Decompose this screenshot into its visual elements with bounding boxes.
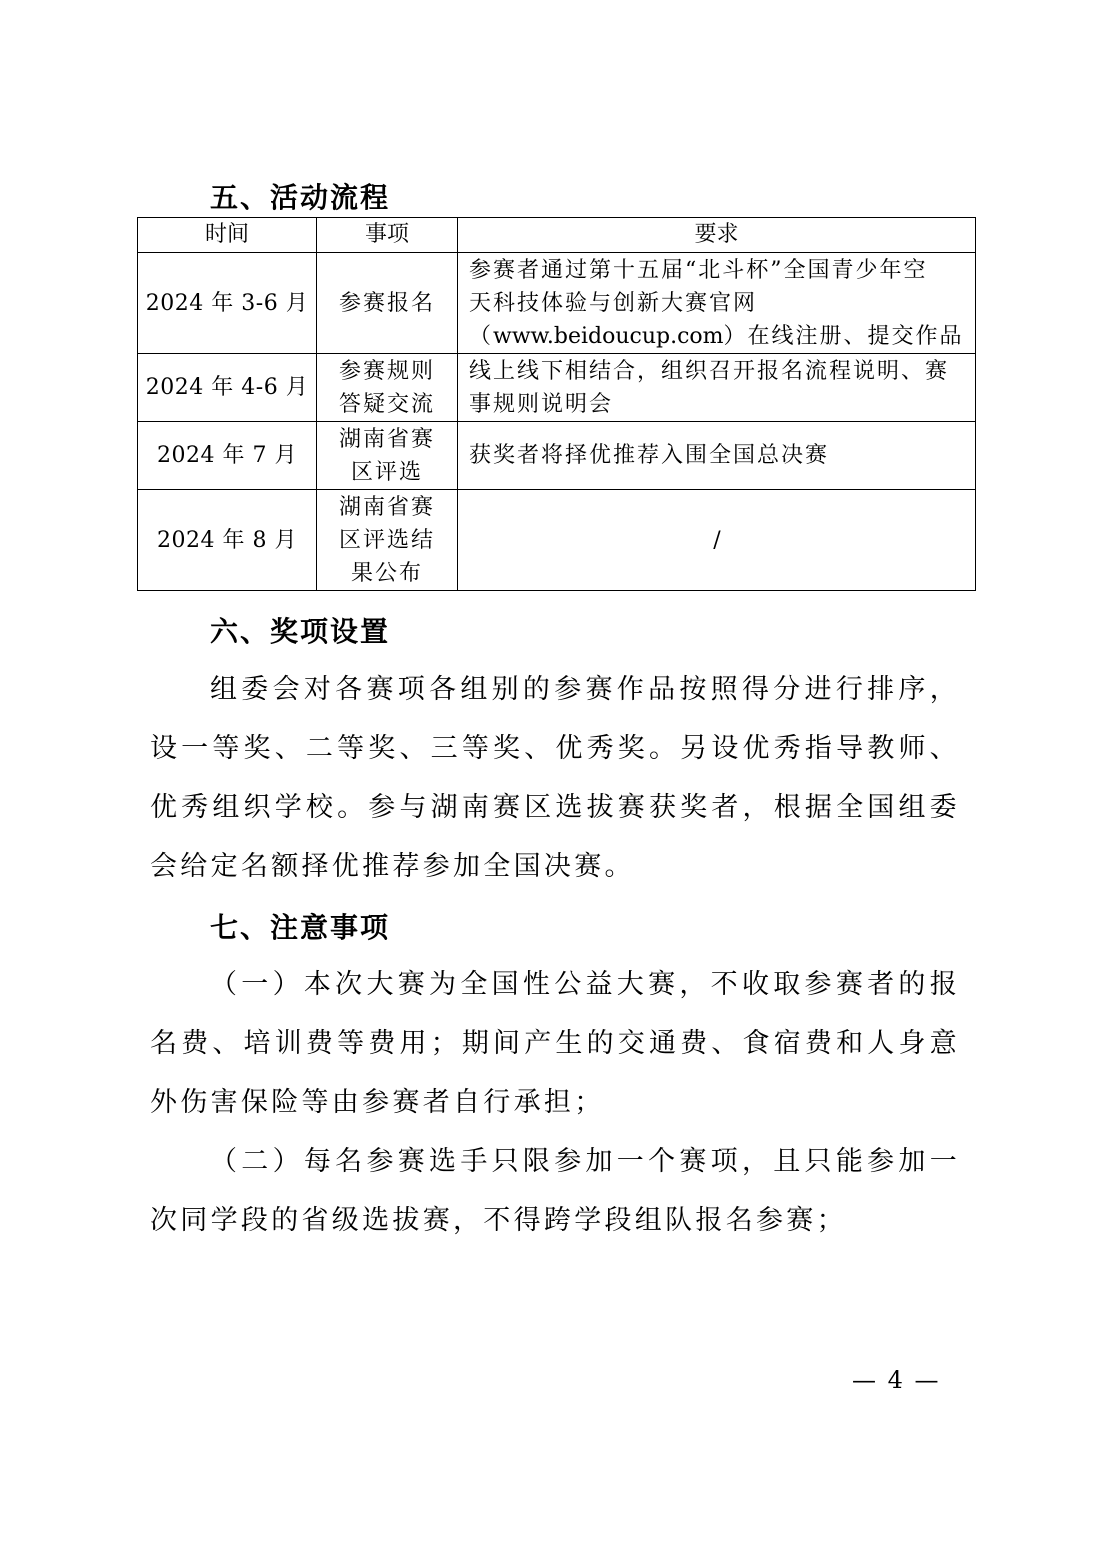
column-header-item: 事项 [317,218,458,253]
column-header-requirement: 要求 [458,218,976,253]
activity-schedule-table [137,217,976,591]
column-header-time: 时间 [138,218,317,253]
notes-item-2: （二）每名参赛选手只限参加一个赛项，且只能参加一次同学段的省级选拔赛，不得跨学段组队报名参赛； [150,1146,960,1236]
cell-requirement: / [458,490,976,591]
cell-time: 2024 年 4-6 月 [138,354,317,422]
cell-item [317,490,458,591]
section-heading-award-settings: 六、奖项设置 [210,615,391,648]
item-line: 湖南省赛 [338,494,435,520]
cell-requirement: 获奖者将择优推荐入围全国总决赛 [458,422,976,490]
cell-item [317,354,458,422]
cell-requirement [458,253,976,354]
item-line: 果公布 [350,560,423,586]
item-line: 区评选结 [338,527,435,553]
item-line: 湖南省赛 [338,426,435,452]
section-heading-notes: 七、注意事项 [210,911,391,944]
item-line: 参赛规则 [338,358,435,384]
table-header-row [138,218,976,253]
cell-time: 2024 年 8 月 [138,490,317,591]
cell-time: 2024 年 3-6 月 [138,253,317,354]
website-url: www.beidoucup.com [493,323,724,349]
page-number: — 4 — [852,1366,941,1394]
item-line: 区评选 [350,459,423,485]
paren-open: （ [469,323,494,349]
table-row [138,422,976,490]
requirement-line: 参赛者通过第十五届“北斗杯”全国青少年空 [469,257,928,283]
item-line: 答疑交流 [338,391,435,417]
table-row [138,490,976,591]
cell-item: 参赛报名 [317,253,458,354]
notes-item-1: （一）本次大赛为全国性公益大赛，不收取参赛者的报名费、培训费等费用；期间产生的交通费、食宿费和人身意外伤害保险等由参赛者自行承担； [150,969,960,1118]
section-heading-activity-process: 五、活动流程 [210,181,391,214]
award-settings-paragraph: 组委会对各赛项各组别的参赛作品按照得分进行排序，设一等奖、二等奖、三等奖、优秀奖。另设优秀指导教师、优秀组织学校。参与湖南赛区选拔赛获奖者，根据全国组委会给定名额择优推荐参加全国决赛。 [150,674,960,882]
requirement-line-tail: ）在线注册、提交作品 [723,323,964,349]
table-row [138,253,976,354]
requirement-line [469,320,967,353]
table-row [138,354,976,422]
requirement-line: 天科技体验与创新大赛官网 [469,290,758,316]
cell-time: 2024 年 7 月 [138,422,317,490]
cell-item [317,422,458,490]
cell-requirement: 线上线下相结合，组织召开报名流程说明、赛事规则说明会 [458,354,976,422]
